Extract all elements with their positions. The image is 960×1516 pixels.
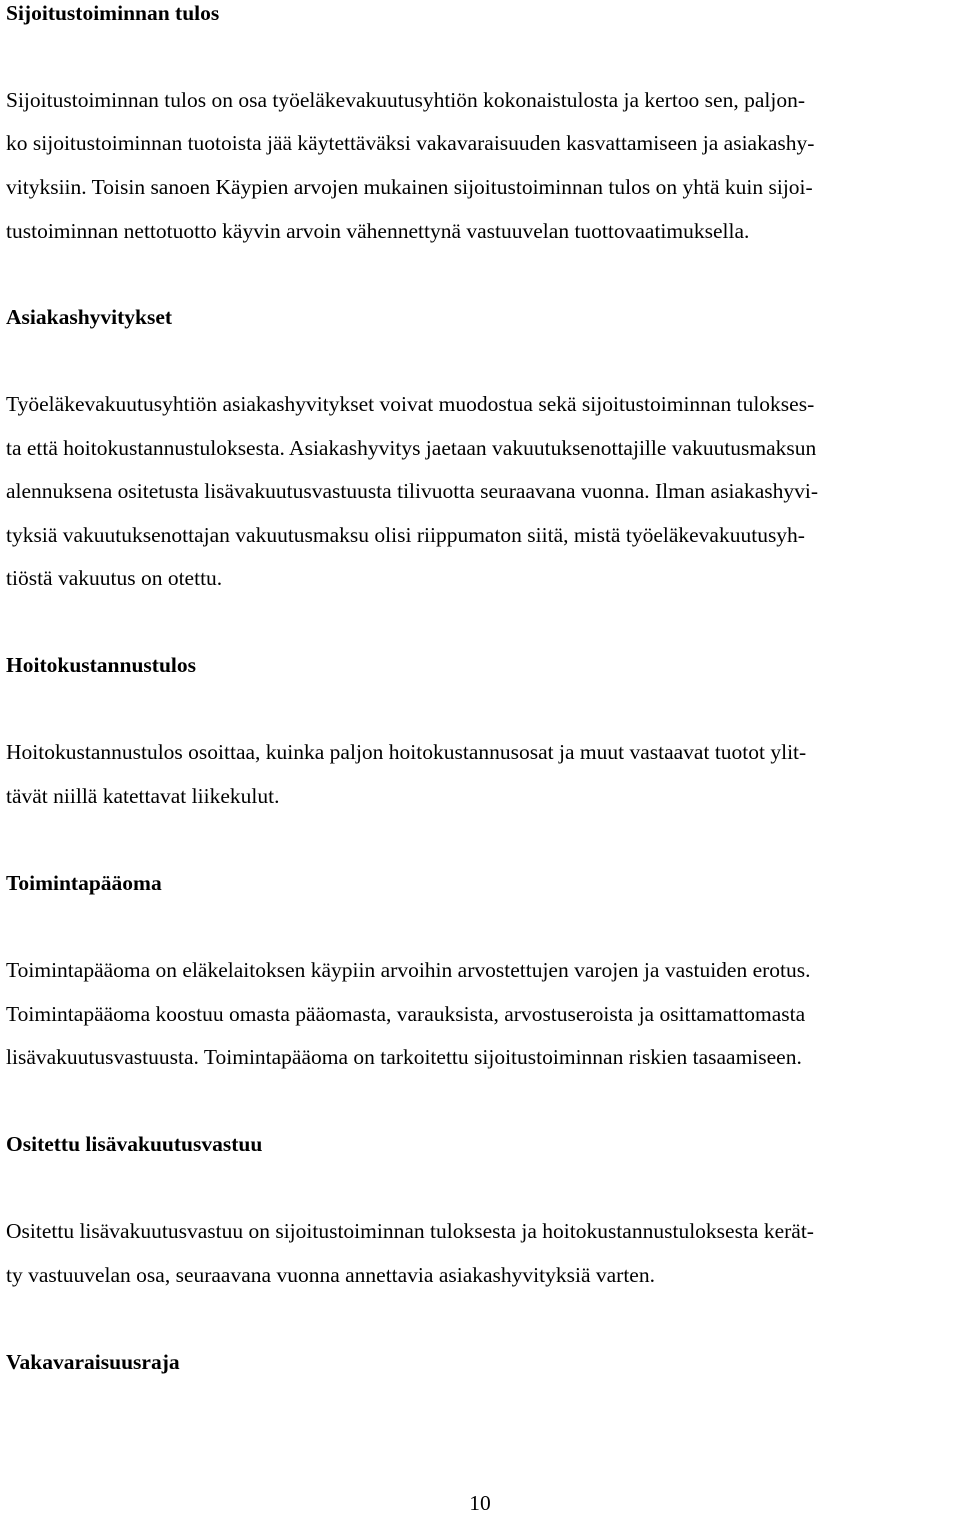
page-number: 10 [469,1491,491,1515]
paragraph-line: Toimintapääoma on eläkelaitoksen käypiin arvoihin arvostettujen varojen ja vastuiden erotus. [6,958,811,982]
paragraph-line: tiöstä vakuutus on otettu. [6,566,223,590]
paragraph-line: ta että hoitokustannustuloksesta. Asiakashyvitys jaetaan vakuutuksenottajille vakuutusmaksun [6,436,817,460]
paragraph-line: Hoitokustannustulos osoittaa, kuinka paljon hoitokustannusosat ja muut vastaavat tuotot ylit- [6,740,807,764]
section-heading-asiakashyvitykset: Asiakashyvitykset [6,305,173,329]
section-heading-toimintapaaoma: Toimintapääoma [6,871,162,895]
paragraph-line: ko sijoitustoiminnan tuotoista jää käytettäväksi vakavaraisuuden kasvattamiseen ja asiakashy- [6,131,815,155]
paragraph-line: Sijoitustoiminnan tulos on osa työeläkevakuutusyhtiön kokonaistulosta ja kertoo sen, paljon- [6,88,805,112]
section-heading-ositettu-lisavakuutusvastuu: Ositettu lisävakuutusvastuu [6,1132,263,1156]
section-heading-hoitokustannustulos: Hoitokustannustulos [6,653,196,677]
paragraph-line: Työeläkevakuutusyhtiön asiakashyvitykset voivat muodostua sekä sijoitustoiminnan tulokses- [6,392,815,416]
paragraph-line: ty vastuuvelan osa, seuraavana vuonna annettavia asiakashyvityksiä varten. [6,1263,655,1287]
paragraph-line: tävät niillä katettavat liikekulut. [6,784,280,808]
paragraph-line: Toimintapääoma koostuu omasta pääomasta, varauksista, arvostuseroista ja osittamattomasta [6,1002,806,1026]
paragraph-line: tustoiminnan nettotuotto käyvin arvoin vähennettynä vastuuvelan tuottovaatimuksella. [6,219,750,243]
paragraph-line: vityksiin. Toisin sanoen Käypien arvojen mukainen sijoitustoiminnan tulos on yhtä kuin sijoi- [6,175,813,199]
section-heading-vakavaraisuusraja: Vakavaraisuusraja [6,1350,180,1374]
paragraph-line: Ositettu lisävakuutusvastuu on sijoitustoiminnan tuloksesta ja hoitokustannustuloksesta kerät- [6,1219,814,1243]
paragraph-line: lisävakuutusvastuusta. Toimintapääoma on tarkoitettu sijoitustoiminnan riskien tasaamiseen. [6,1045,802,1069]
paragraph-line: tyksiä vakuutuksenottajan vakuutusmaksu olisi riippumaton siitä, mistä työeläkevakuutusyh- [6,523,805,547]
section-heading-sijoitustoiminnan-tulos: Sijoitustoiminnan tulos [6,1,220,25]
paragraph-line: alennuksena ositetusta lisävakuutusvastuusta tilivuotta seuraavana vuonna. Ilman asiakashyvi- [6,479,819,503]
